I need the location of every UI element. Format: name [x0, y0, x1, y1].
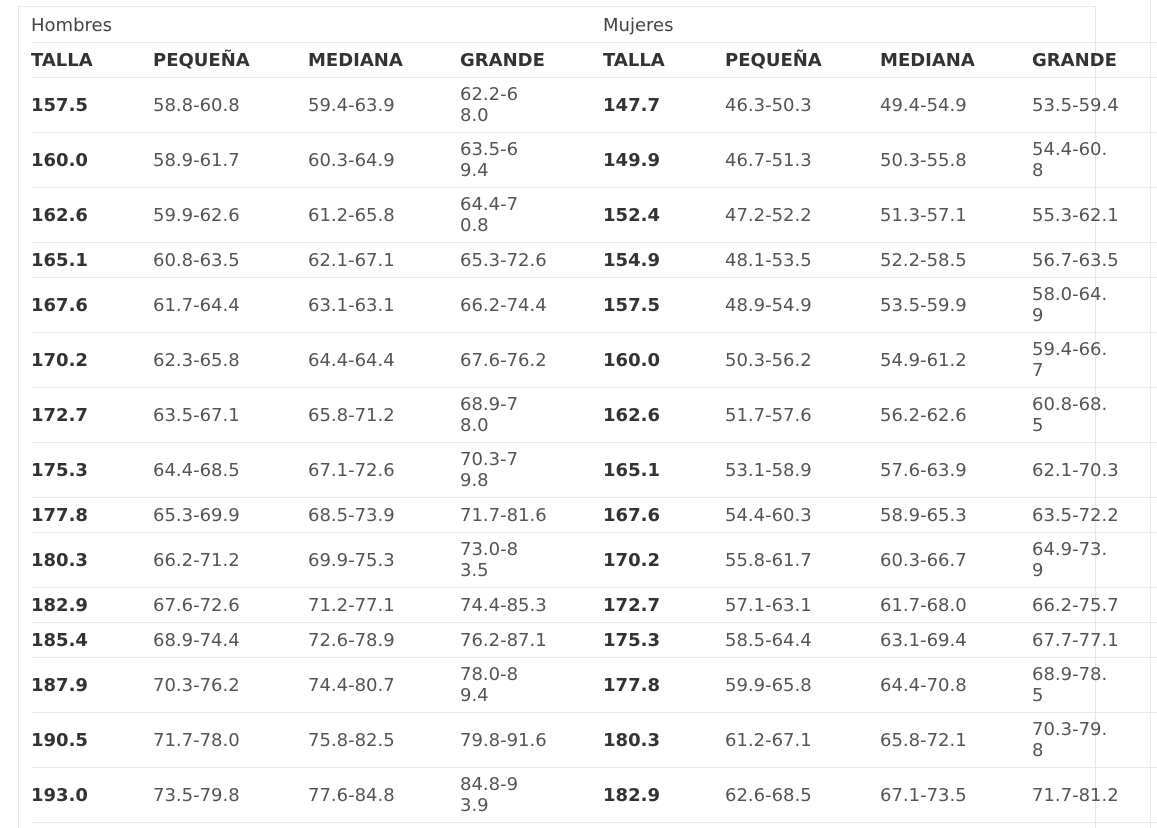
table-cell-w-gra: 64.9-73.9 — [1032, 533, 1157, 588]
table-cell-m-talla: 160.0 — [31, 133, 153, 188]
table-cell-m-talla: 167.6 — [31, 278, 153, 333]
table-cell-w-peq: 58.5-64.4 — [725, 623, 880, 658]
table-cell-w-peq: 50.3-56.2 — [725, 333, 880, 388]
size-chart-table — [31, 8, 1157, 823]
table-cell-m-peq: 71.7-78.0 — [153, 713, 308, 768]
table-cell-w-med: 64.4-70.8 — [880, 658, 1032, 713]
table-cell-w-peq: 61.2-67.1 — [725, 713, 880, 768]
table-cell-w-med: 49.4-54.9 — [880, 78, 1032, 133]
table-cell-m-talla: 187.9 — [31, 658, 153, 713]
table-cell-m-med: 59.4-63.9 — [308, 78, 460, 133]
table-cell-w-peq: 59.9-65.8 — [725, 658, 880, 713]
women-header-mediana: MEDIANA — [880, 43, 1032, 78]
table-cell-m-talla: 193.0 — [31, 768, 153, 823]
table-cell-m-peq: 66.2-71.2 — [153, 533, 308, 588]
table-cell-w-peq: 46.3-50.3 — [725, 78, 880, 133]
table-cell-m-talla: 185.4 — [31, 623, 153, 658]
table-cell-w-gra: 55.3-62.1 — [1032, 188, 1157, 243]
men-header-pequena: PEQUEÑA — [153, 43, 308, 78]
table-cell-w-talla: 180.3 — [603, 713, 725, 768]
table-cell-w-talla: 170.2 — [603, 533, 725, 588]
table-cell-m-peq: 58.9-61.7 — [153, 133, 308, 188]
table-cell-m-gra: 68.9-78.0 — [460, 388, 603, 443]
table-cell-m-talla: 175.3 — [31, 443, 153, 498]
table-cell-m-peq: 60.8-63.5 — [153, 243, 308, 278]
table-row — [31, 658, 1157, 713]
table-cell-m-peq: 58.8-60.8 — [153, 78, 308, 133]
table-cell-m-gra: 73.0-83.5 — [460, 533, 603, 588]
table-cell-m-talla: 180.3 — [31, 533, 153, 588]
women-header-pequena: PEQUEÑA — [725, 43, 880, 78]
table-cell-w-peq: 47.2-52.2 — [725, 188, 880, 243]
table-cell-m-gra: 64.4-70.8 — [460, 188, 603, 243]
table-cell-w-gra: 54.4-60.8 — [1032, 133, 1157, 188]
table-cell-w-med: 53.5-59.9 — [880, 278, 1032, 333]
table-cell-w-peq: 46.7-51.3 — [725, 133, 880, 188]
table-cell-m-gra: 74.4-85.3 — [460, 588, 603, 623]
table-cell-w-gra: 71.7-81.2 — [1032, 768, 1157, 823]
table-row — [31, 623, 1157, 658]
table-cell-m-peq: 67.6-72.6 — [153, 588, 308, 623]
table-cell-m-peq: 62.3-65.8 — [153, 333, 308, 388]
table-cell-w-talla: 177.8 — [603, 658, 725, 713]
table-cell-w-peq: 55.8-61.7 — [725, 533, 880, 588]
table-cell-w-peq: 48.9-54.9 — [725, 278, 880, 333]
table-cell-w-gra: 66.2-75.7 — [1032, 588, 1157, 623]
table-cell-m-gra: 71.7-81.6 — [460, 498, 603, 533]
table-cell-m-peq: 61.7-64.4 — [153, 278, 308, 333]
table-cell-w-talla: 162.6 — [603, 388, 725, 443]
table-cell-m-talla: 162.6 — [31, 188, 153, 243]
table-cell-w-talla: 175.3 — [603, 623, 725, 658]
table-cell-w-talla: 149.9 — [603, 133, 725, 188]
table-cell-m-peq: 65.3-69.9 — [153, 498, 308, 533]
table-cell-w-med: 63.1-69.4 — [880, 623, 1032, 658]
table-cell-m-med: 69.9-75.3 — [308, 533, 460, 588]
table-cell-m-med: 63.1-63.1 — [308, 278, 460, 333]
table-cell-m-peq: 59.9-62.6 — [153, 188, 308, 243]
table-cell-w-med: 56.2-62.6 — [880, 388, 1032, 443]
table-row — [31, 333, 1157, 388]
table-cell-m-med: 67.1-72.6 — [308, 443, 460, 498]
table-cell-w-peq: 53.1-58.9 — [725, 443, 880, 498]
table-cell-w-med: 50.3-55.8 — [880, 133, 1032, 188]
men-header-talla: TALLA — [31, 43, 153, 78]
table-cell-w-talla: 147.7 — [603, 78, 725, 133]
women-header-grande: GRANDE — [1032, 43, 1157, 78]
table-cell-w-med: 67.1-73.5 — [880, 768, 1032, 823]
table-cell-m-peq: 73.5-79.8 — [153, 768, 308, 823]
table-row — [31, 443, 1157, 498]
table-cell-w-gra: 60.8-68.5 — [1032, 388, 1157, 443]
table-cell-w-med: 58.9-65.3 — [880, 498, 1032, 533]
table-cell-w-gra: 68.9-78.5 — [1032, 658, 1157, 713]
table-row — [31, 588, 1157, 623]
women-header-talla: TALLA — [603, 43, 725, 78]
table-cell-w-talla: 157.5 — [603, 278, 725, 333]
table-cell-w-med: 52.2-58.5 — [880, 243, 1032, 278]
table-cell-w-med: 61.7-68.0 — [880, 588, 1032, 623]
table-cell-w-talla: 182.9 — [603, 768, 725, 823]
table-row — [31, 498, 1157, 533]
table-cell-w-peq: 62.6-68.5 — [725, 768, 880, 823]
table-row — [31, 188, 1157, 243]
table-cell-m-talla: 177.8 — [31, 498, 153, 533]
table-cell-m-gra: 62.2-68.0 — [460, 78, 603, 133]
table-cell-w-talla: 160.0 — [603, 333, 725, 388]
table-cell-m-talla: 182.9 — [31, 588, 153, 623]
table-cell-m-med: 62.1-67.1 — [308, 243, 460, 278]
table-cell-w-peq: 57.1-63.1 — [725, 588, 880, 623]
table-cell-m-talla: 172.7 — [31, 388, 153, 443]
table-row — [31, 278, 1157, 333]
table-cell-w-med: 60.3-66.7 — [880, 533, 1032, 588]
table-cell-m-gra: 78.0-89.4 — [460, 658, 603, 713]
table-cell-m-gra: 67.6-76.2 — [460, 333, 603, 388]
table-cell-m-talla: 170.2 — [31, 333, 153, 388]
table-row — [31, 78, 1157, 133]
table-cell-w-talla: 165.1 — [603, 443, 725, 498]
table-cell-w-gra: 63.5-72.2 — [1032, 498, 1157, 533]
table-cell-m-med: 77.6-84.8 — [308, 768, 460, 823]
table-cell-m-med: 61.2-65.8 — [308, 188, 460, 243]
table-cell-m-med: 60.3-64.9 — [308, 133, 460, 188]
table-cell-m-gra: 63.5-69.4 — [460, 133, 603, 188]
table-row — [31, 533, 1157, 588]
table-cell-m-gra: 70.3-79.8 — [460, 443, 603, 498]
table-row — [31, 713, 1157, 768]
table-cell-m-med: 75.8-82.5 — [308, 713, 460, 768]
table-cell-m-peq: 63.5-67.1 — [153, 388, 308, 443]
table-cell-w-gra: 56.7-63.5 — [1032, 243, 1157, 278]
table-cell-m-talla: 157.5 — [31, 78, 153, 133]
table-cell-w-med: 51.3-57.1 — [880, 188, 1032, 243]
table-cell-m-med: 64.4-64.4 — [308, 333, 460, 388]
table-cell-m-gra: 84.8-93.9 — [460, 768, 603, 823]
table-cell-w-talla: 154.9 — [603, 243, 725, 278]
table-cell-w-talla: 172.7 — [603, 588, 725, 623]
table-cell-w-gra: 53.5-59.4 — [1032, 78, 1157, 133]
table-row — [31, 133, 1157, 188]
table-cell-w-talla: 167.6 — [603, 498, 725, 533]
table-cell-w-gra: 59.4-66.7 — [1032, 333, 1157, 388]
table-cell-m-med: 72.6-78.9 — [308, 623, 460, 658]
table-cell-w-gra: 62.1-70.3 — [1032, 443, 1157, 498]
table-cell-w-peq: 48.1-53.5 — [725, 243, 880, 278]
table-cell-w-med: 65.8-72.1 — [880, 713, 1032, 768]
table-body — [31, 78, 1157, 823]
table-cell-w-gra: 58.0-64.9 — [1032, 278, 1157, 333]
table-row — [31, 243, 1157, 278]
table-cell-w-med: 57.6-63.9 — [880, 443, 1032, 498]
group-label-women: Mujeres — [603, 8, 1157, 43]
table-cell-m-gra: 66.2-74.4 — [460, 278, 603, 333]
table-cell-m-peq: 70.3-76.2 — [153, 658, 308, 713]
table-cell-m-gra: 76.2-87.1 — [460, 623, 603, 658]
group-header-row — [31, 8, 1157, 43]
table-cell-w-gra: 70.3-79.8 — [1032, 713, 1157, 768]
men-header-mediana: MEDIANA — [308, 43, 460, 78]
column-header-row — [31, 43, 1157, 78]
table-cell-m-med: 68.5-73.9 — [308, 498, 460, 533]
table-cell-m-med: 71.2-77.1 — [308, 588, 460, 623]
table-cell-w-peq: 54.4-60.3 — [725, 498, 880, 533]
table-cell-m-med: 74.4-80.7 — [308, 658, 460, 713]
table-cell-w-gra: 67.7-77.1 — [1032, 623, 1157, 658]
group-label-men: Hombres — [31, 8, 603, 43]
table-cell-w-peq: 51.7-57.6 — [725, 388, 880, 443]
table-cell-m-talla: 190.5 — [31, 713, 153, 768]
table-row — [31, 388, 1157, 443]
table-cell-m-gra: 79.8-91.6 — [460, 713, 603, 768]
table-cell-m-gra: 65.3-72.6 — [460, 243, 603, 278]
table-row — [31, 768, 1157, 823]
table-cell-m-peq: 68.9-74.4 — [153, 623, 308, 658]
table-cell-m-peq: 64.4-68.5 — [153, 443, 308, 498]
men-header-grande: GRANDE — [460, 43, 603, 78]
table-cell-m-med: 65.8-71.2 — [308, 388, 460, 443]
table-cell-m-talla: 165.1 — [31, 243, 153, 278]
table-cell-w-talla: 152.4 — [603, 188, 725, 243]
table-cell-w-med: 54.9-61.2 — [880, 333, 1032, 388]
